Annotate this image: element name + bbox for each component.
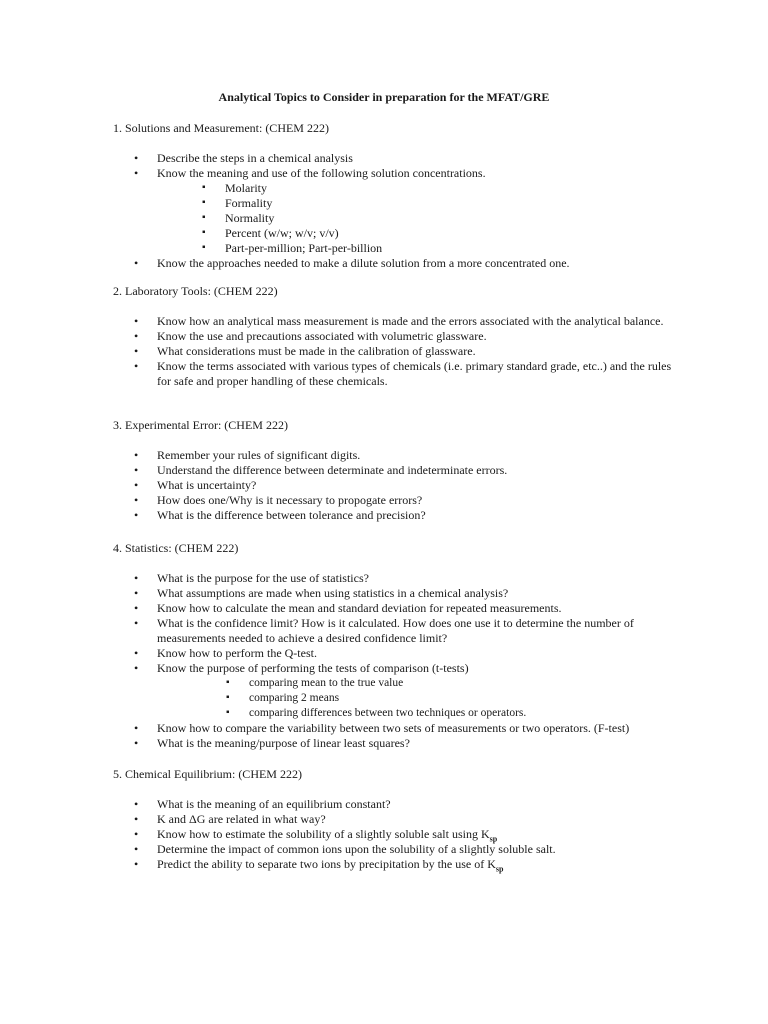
bullet-list bbox=[113, 151, 673, 271]
list-item: • What is the confidence limit? How is it calculated. How does one use it to determine the number of measurements needed to achieve a desired confidence limit? bbox=[134, 616, 634, 645]
section-chemical-equilibrium bbox=[113, 767, 673, 872]
list-item: • What assumptions are made when using statistics in a chemical analysis? bbox=[134, 586, 509, 600]
list-item: • What is the meaning of an equilibrium constant? bbox=[134, 797, 391, 811]
list-item: • Know how to compare the variability between two sets of measurements or two operators. (F-test) bbox=[134, 721, 630, 735]
sub-list-item: ▪ Formality bbox=[202, 196, 273, 210]
list-item: • What considerations must be made in the calibration of glassware. bbox=[134, 344, 476, 358]
list-item: • Know how an analytical mass measurement is made and the errors associated with the analytical balance. bbox=[134, 314, 664, 328]
square-bullet-icon: ▪ bbox=[202, 242, 206, 253]
sub-list-item: ▪ Normality bbox=[202, 211, 275, 225]
list-item: • What is uncertainty? bbox=[134, 478, 257, 492]
bullet-icon: • bbox=[134, 646, 139, 660]
bullet-icon: • bbox=[134, 857, 139, 871]
list-item: • Know the approaches needed to make a dilute solution from a more concentrated one. bbox=[134, 256, 570, 270]
list-item: • What is the meaning/purpose of linear least squares? bbox=[134, 736, 410, 750]
section-heading: 2. Laboratory Tools: (CHEM 222) bbox=[113, 284, 278, 298]
section-heading: 3. Experimental Error: (CHEM 222) bbox=[113, 418, 288, 432]
list-item: • Know how to estimate the solubility of a slightly soluble salt using $K_{sp}$ bbox=[134, 827, 498, 844]
list-item: • Describe the steps in a chemical analysis bbox=[134, 151, 353, 165]
bullet-icon: • bbox=[134, 448, 139, 462]
list-item: • What is the difference between tolerance and precision? bbox=[134, 508, 426, 522]
bullet-icon: • bbox=[134, 616, 139, 630]
section-statistics bbox=[113, 541, 673, 751]
ksp-subscript: sp bbox=[489, 834, 498, 844]
bullet-icon: • bbox=[134, 314, 139, 328]
square-bullet-icon: ▪ bbox=[202, 227, 206, 238]
sub-list-item: ▪ Part-per-million; Part-per-billion bbox=[202, 241, 383, 255]
section-experimental-error bbox=[113, 418, 673, 523]
bullet-icon: • bbox=[134, 256, 139, 270]
bullet-icon: • bbox=[134, 736, 139, 750]
bullet-icon: • bbox=[134, 166, 139, 180]
bullet-icon: • bbox=[134, 827, 139, 841]
square-bullet-icon: ▪ bbox=[202, 197, 206, 208]
list-item: • Determine the impact of common ions upon the solubility of a slightly soluble salt. bbox=[134, 842, 556, 856]
bullet-list bbox=[113, 448, 673, 523]
list-item: • Know the terms associated with various types of chemicals (i.e. primary standard grade, etc..) and the rules for safe and proper handling of these chemicals. bbox=[134, 359, 672, 388]
list-item: • K and ΔG are related in what way? bbox=[134, 812, 326, 826]
section-heading: 4. Statistics: (CHEM 222) bbox=[113, 541, 239, 555]
bullet-icon: • bbox=[134, 493, 139, 507]
section-heading: 5. Chemical Equilibrium: (CHEM 222) bbox=[113, 767, 302, 781]
page-title: Analytical Topics to Consider in preparation for the MFAT/GRE bbox=[218, 90, 550, 104]
list-item: • How does one/Why is it necessary to propogate errors? bbox=[134, 493, 423, 507]
bullet-icon: • bbox=[134, 661, 139, 675]
bullet-icon: • bbox=[134, 344, 139, 358]
section-heading: 1. Solutions and Measurement: (CHEM 222) bbox=[113, 121, 329, 135]
section-laboratory-tools bbox=[113, 284, 673, 389]
list-item: • What is the purpose for the use of statistics? bbox=[134, 571, 369, 585]
square-bullet-icon: ▪ bbox=[226, 677, 230, 688]
list-item: • Know the purpose of performing the tests of comparison (t-tests) bbox=[134, 661, 469, 675]
bullet-icon: • bbox=[134, 797, 139, 811]
bullet-icon: • bbox=[134, 586, 139, 600]
sub-list-item: ▪ comparing 2 means bbox=[226, 692, 340, 704]
bullet-list bbox=[113, 797, 673, 872]
list-item: • Predict the ability to separate two ions by precipitation by the use of $K_{sp}$ bbox=[134, 857, 504, 874]
list-item: • Know the use and precautions associated with volumetric glassware. bbox=[134, 329, 487, 343]
bullet-icon: • bbox=[134, 463, 139, 477]
list-item: • Remember your rules of significant digits. bbox=[134, 448, 361, 462]
bullet-icon: • bbox=[134, 359, 139, 373]
bullet-icon: • bbox=[134, 571, 139, 585]
bullet-icon: • bbox=[134, 151, 139, 165]
bullet-icon: • bbox=[134, 478, 139, 492]
list-item: • Know the meaning and use of the following solution concentrations. bbox=[134, 166, 486, 180]
ksp-subscript: sp bbox=[495, 864, 504, 874]
bullet-icon: • bbox=[134, 812, 139, 826]
square-bullet-icon: ▪ bbox=[202, 212, 206, 223]
sub-list-item: ▪ comparing mean to the true value bbox=[226, 677, 404, 689]
bullet-icon: • bbox=[134, 721, 139, 735]
bullet-list bbox=[113, 314, 673, 389]
bullet-icon: • bbox=[134, 842, 139, 856]
sub-list-item: ▪ comparing differences between two techniques or operators. bbox=[226, 707, 527, 719]
square-bullet-icon: ▪ bbox=[202, 182, 206, 193]
list-item: • Understand the difference between determinate and indeterminate errors. bbox=[134, 463, 508, 477]
sub-list-item: ▪ Percent (w/w; w/v; v/v) bbox=[202, 226, 339, 240]
bullet-list bbox=[113, 571, 673, 751]
bullet-icon: • bbox=[134, 508, 139, 522]
sub-list-item: ▪ Molarity bbox=[202, 181, 267, 195]
list-item: • Know how to perform the Q-test. bbox=[134, 646, 317, 660]
bullet-icon: • bbox=[134, 329, 139, 343]
section-solutions bbox=[113, 121, 673, 271]
square-bullet-icon: ▪ bbox=[226, 692, 230, 703]
square-bullet-icon: ▪ bbox=[226, 707, 230, 718]
list-item: • Know how to calculate the mean and standard deviation for repeated measurements. bbox=[134, 601, 562, 615]
bullet-icon: • bbox=[134, 601, 139, 615]
